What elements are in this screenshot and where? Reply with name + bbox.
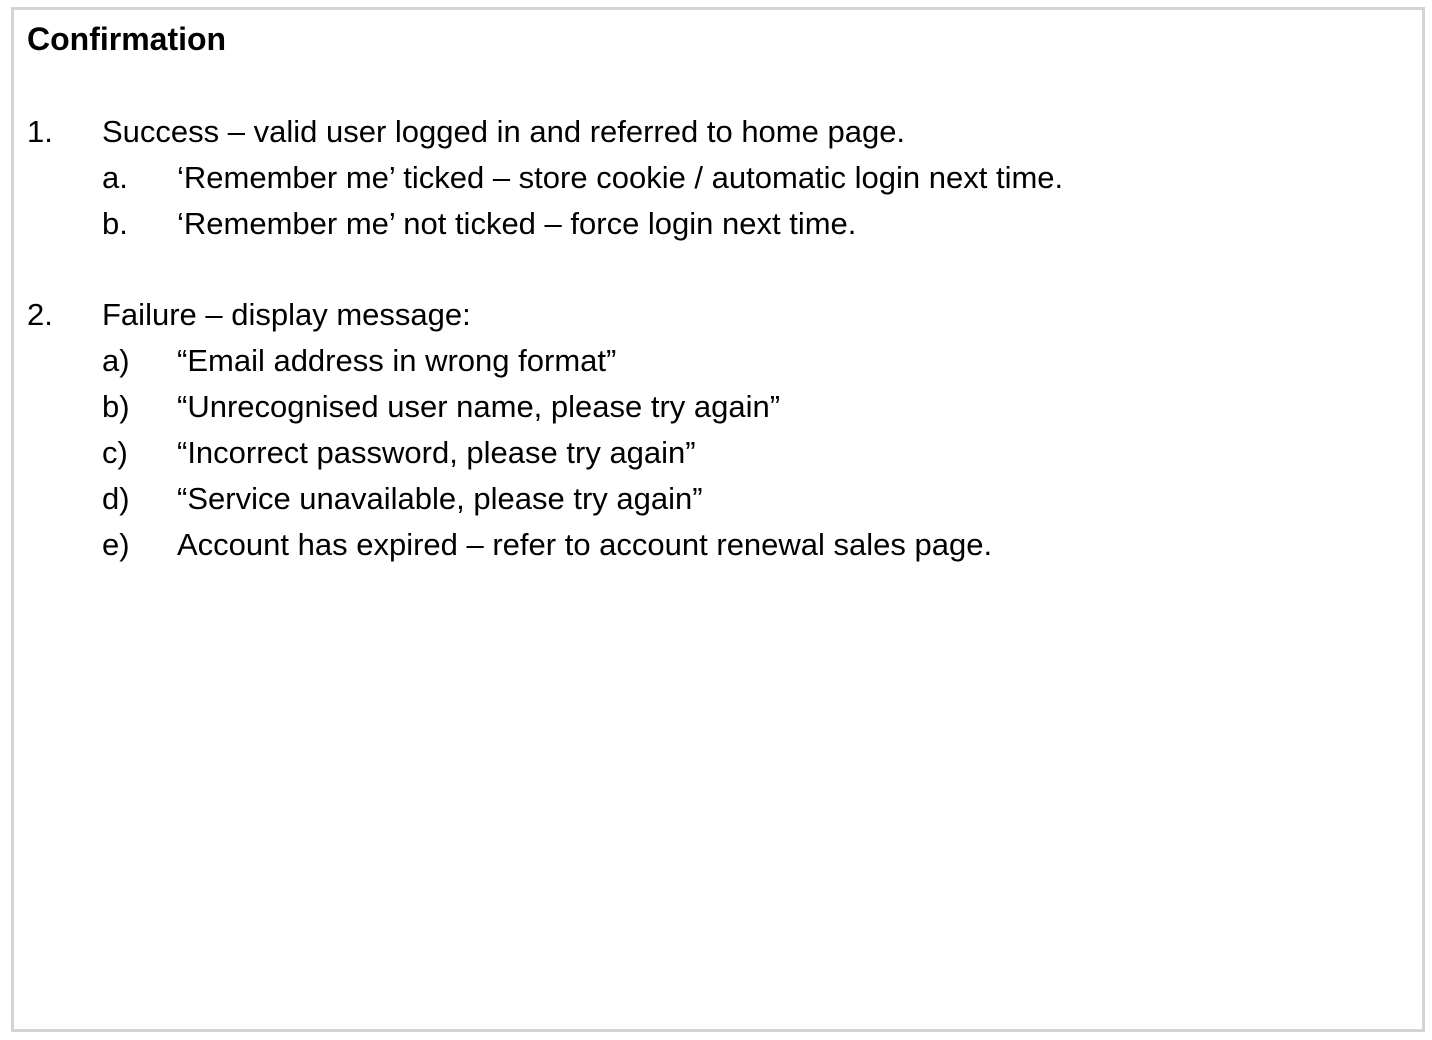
sub-item-marker: d) [102,481,130,516]
item-text: Failure – display message: [102,297,471,332]
sub-item-text: ‘Remember me’ not ticked – force login next time. [177,206,857,241]
page-title: Confirmation [27,21,227,57]
sub-item-marker: b) [102,389,130,424]
item-number: 2. [27,297,53,332]
sub-item-text: “Unrecognised user name, please try again” [177,389,781,424]
sub-item-marker: a. [102,160,128,195]
sub-item-text: Account has expired – refer to account renewal sales page. [177,527,993,562]
sub-item-text: “Incorrect password, please try again” [177,435,696,470]
sub-item-text: ‘Remember me’ ticked – store cookie / automatic login next time. [177,160,1064,195]
sub-item-marker: e) [102,527,130,562]
sub-item-marker: b. [102,206,128,241]
item-number: 1. [27,114,53,149]
item-text: Success – valid user logged in and referred to home page. [102,114,906,149]
sub-item-marker: c) [102,435,128,470]
sub-item-marker: a) [102,343,130,378]
sub-item-text: “Email address in wrong format” [177,343,617,378]
sub-item-text: “Service unavailable, please try again” [177,481,703,516]
